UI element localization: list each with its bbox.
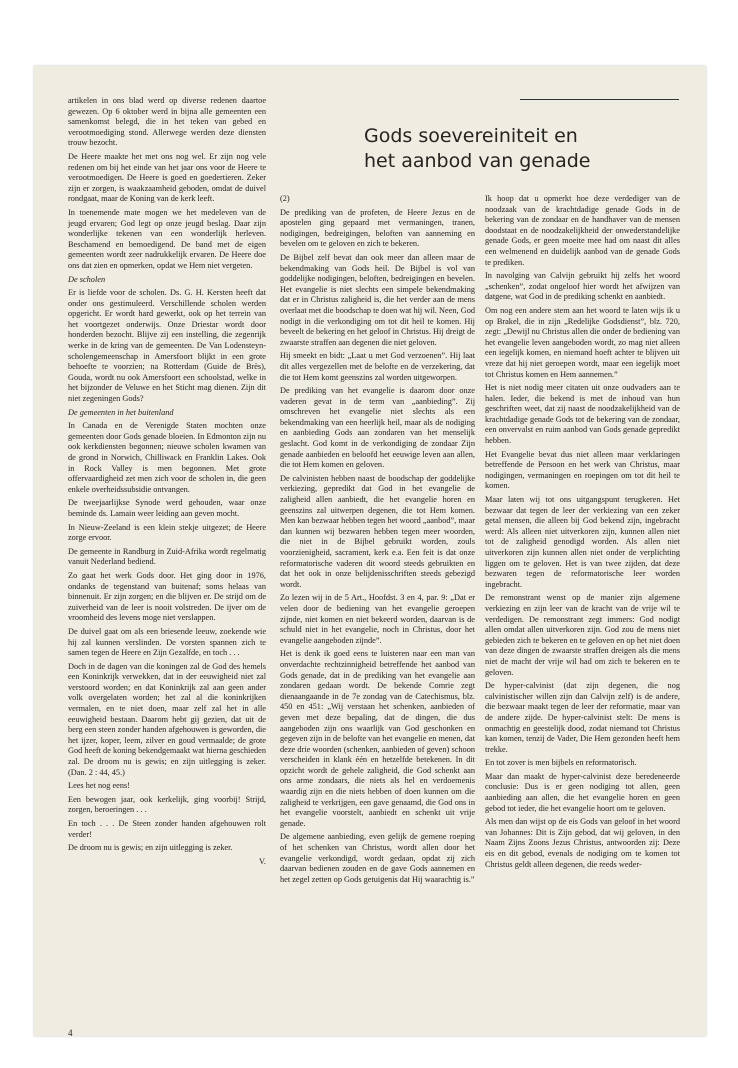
paragraph: Als men dan wijst op de eis Gods van geloof in het woord van Johannes: Dit is Zijn gebod, dat wij geloven, in den Naam Zijns Zoons Jezus Christus, antwoorden zij: Deze eis en dit gebod, evenals de nodiging om te komen tot Christus geldt alleen degenen, die reeds weder- [485, 817, 680, 869]
paragraph: Maar dan maakt de hyper-calvinist deze beredeneerde conclusie: Dus is er geen nodiging tot allen, geen aanbieding aan allen, die het evangelie horen en geen gebod tot ieder, die het evangelie hoort om te geloven. [485, 771, 680, 813]
paragraph: Een bewogen jaar, ook kerkelijk, ging voorbij! Strijd, zorgen, beroeringen . . . [68, 794, 266, 815]
section-heading: De gemeenten in het buitenland [68, 407, 174, 417]
paragraph: Ik hoop dat u opmerkt hoe deze verdediger van de noodzaak van de krachtdadige genade Gods in de bekering van de zondaar en de handhaver van de mensen doodstaat en de noodzakelijkheid der onwederstandelijke genade Gods, er geen moeite mee had om naast dit alles een welmenend en duidelijk aanbod van de genade Gods te prediken. [485, 194, 680, 267]
paragraph: En toch . . . De Steen zonder handen afgehouwen rolt verder! [68, 819, 266, 839]
paragraph: Het is denk ik goed eens te luisteren naar een man van onverdachte rechtzinnigheid betreffende het aanbod van Gods genade, dat in de prediking van het evangelie aan zondaren gedaan wordt. De bekende Comrie zegt dienaangaande in de 7e zondag van de Catechismus, blz. 450 en 451: „Wij verstaan het schenken, aanbieden of geven met deze bepaling, dat de dingen, die dus aangeboden zijn ons waarlijk van God geschonken en gegeven zijn in de belofte van het evangelie en menen, dat deze drie woorden (schenken, aanbieden of geven) schoon verscheiden in klank één en hetzelfde betekenen. In dit opzicht wordt de gehele zaligheid, die God schenkt aan ons arme zondaars, die niets als hel en verdoemenis waardig zijn en die niets hebben of doen kunnen om die zaligheid te verkrijgen, een gave genaamd, die God ons in het evangelie voorstelt, aanbiedt en schenkt uit vrije genade. [280, 649, 475, 828]
paragraph: De Bijbel zelf bevat dan ook meer dan alleen maar de bekendmaking van Gods heil. De Bijbel is vol van goddelijke nodigingen, beloften, bedreigingen en bevelen. Het evangelie is niet slechts een simpele bekendmaking dat er in Christus zaligheid is, die het verder aan de mens overlaat met die boodschap te doen wat hij wil. Neen, God nodigt in die verkondiging om tot dit heil te komen. Hij beveelt de bekering en het geloof in Christus. Hij dreigt de zwaarste straffen aan degenen die niet geloven. [280, 252, 475, 347]
column-middle [280, 194, 475, 888]
column-right [485, 194, 680, 873]
paragraph: Om nog een andere stem aan het woord te laten wijs ik u op Brakel, die in zijn „Redelijke Godsdienst”, blz. 720, zegt: „Dewijl nu Christus allen die onder de bediening van het evangelie leven aangeboden wordt, zo mag niet alleen een iegelijk komen, en niemand hoeft achter te blijven uit vreze dat hij niet geroepen wordt, maar een iegelijk moet tot Christus komen en Hem aannemen.” [485, 305, 680, 379]
paragraph: Hij smeekt en bidt: „Laat u met God verzoenen”. Hij laat dit alles vergezellen met de belofte en de verzekering, dat die tot Hem komt geenszins zal worden uitgeworpen. [280, 351, 475, 382]
paragraph: De hyper-calvinist (dat zijn degenen, die nog calvinistischer willen zijn dan Calvijn zelf) is de andere, die bezwaar maakt tegen de leer der reformatie, maar van de andere zijde. De hyper-calvinist stelt: De mens is onmachtig en geestelijk dood, zodat niemand tot Christus kan komen, tenzij de Vader, Die Hem gezonden heeft hem trekke. [485, 681, 680, 754]
paragraph: artikelen in ons blad werd op diverse redenen daartoe gewezen. Op 6 oktober werd in bijna alle gemeenten een samenkomst belegd, die in het teken van gebed en verootmoediging stond. Allerwege werden deze diensten trouw bezocht. [68, 96, 266, 148]
paragraph: Er is liefde voor de scholen. Ds. G. H. Kersten heeft dat onder ons gestimuleerd. Verschillende scholen werden opgericht. Er wordt hard gewerkt, ook op het terrein van het voortgezet onderwijs. Onze Driestar wordt door honderden bezocht. Blijve zij een instelling, die zegenrijk werke in de kring van de gemeenten. De Van Lodensteyn-scholengemeenschap in Amersfoort blijkt in een grote behoefte te voorzien; na Rotterdam (Guide de Brès), Gouda, wordt nu ook Amersfoort een schoolstad, welke in het bijzonder de Veluwe en het Sticht mag dienen. Zijn dit niet zegeningen Gods? [68, 288, 266, 404]
header-rule [520, 99, 679, 100]
paragraph: De tweejaarlijkse Synode werd gehouden, waar onze beminde ds. Lamain weer leiding aan geven mocht. [68, 498, 266, 518]
paragraph: In toenemende mate mogen we het medeleven van de jeugd ervaren; God legt op onze jeugd beslag. Daar zijn wonderlijke tekenen van een wonderlijk herleven. Beschamend en bemoedigend. De band met de eigen gemeenten wordt zeer nadrukkelijk ervaren. De Heere doe ons dat zien en opmerken, opdat we Hem niet vergeten. [68, 207, 266, 270]
paragraph: De prediking van het evangelie is daarom door onze vaderen gevat in de term van „aanbieding”. Zij omschreven het evangelie niet slechts als een bekendmaking van een heerlijk heil, maar als de nodiging en aanbieding Gods aan zondaren van het menselijk geslacht. God komt in de verkondiging de zondaar Zijn genade aanbieden en beloofd het eeuwige leven aan allen, die tot Hem komen en geloven. [280, 386, 475, 470]
document-page [34, 66, 706, 1036]
column-left [68, 96, 266, 867]
paragraph: In navolging van Calvijn gebruikt hij zelfs het woord „schenken”, zodat ongeloof hier wordt het afwijzen van datgene, wat God in de prediking schenkt en aanbiedt. [485, 271, 680, 302]
paragraph: De remonstrant wenst op de manier zijn algemene verkiezing en zijn leer van de kracht van de vrije wil te verdedigen. De remonstrant zegt immers: God nodigt allen omdat allen uitverkoren zijn. God zou de mens niet gebieden zich te bekeren en te geloven en op het niet doen van deze dingen de zwaarste straffen dreigen als die mens niet de macht der vrije wil had om zich te bekeren en te geloven. [485, 593, 680, 677]
paragraph: Maar laten wij tot ons uitgangspunt terugkeren. Het bezwaar dat tegen de leer der verkiezing van een zeker getal mensen, die alleen bij God bekend zijn, ingebracht werd: Als alleen niet uitverkoren zijn, kunnen allen niet tot de zaligheid genodigd worden. Als allen niet uitverkoren zijn kunnen allen niet onder de verplichting liggen om te geloven. Het is van twee zijden, dat deze bezwaren tegen de reformatorische leer worden ingebracht. [485, 495, 680, 589]
page-number: 4 [68, 1028, 73, 1036]
paragraph: De Heere maakte het met ons nog wel. Er zijn nog vele redenen om bij het einde van het jaar ons voor de Heere te verootmoedigen. De Heere is goed en goedertieren. Zeker zijn er zorgen, is waakzaamheid geboden, omdat de duivel rondgaat, maar de Koning van de kerk leeft. [68, 151, 266, 204]
section-heading: De scholen [68, 274, 106, 284]
paragraph: Zo lezen wij in de 5 Art., Hoofdst. 3 en 4, par. 9: „Dat er velen door de bediening van het evangelie geroepen zijnde, niet komen en niet bekeerd worden, daarvan is de schuld niet in het evangelie, noch in Christus, door het evangelie aangeboden zijnde”. [280, 593, 475, 645]
article-title [364, 124, 624, 174]
paragraph: In Nieuw-Zeeland is een klein stekje uitgezet; de Heere zorge ervoor. [68, 522, 266, 543]
paragraph: De gemeente in Randburg in Zuid-Afrika wordt regelmatig vanuit Nederland bediend. [68, 546, 266, 567]
paragraph: Lees het nog eens! [68, 781, 130, 791]
paragraph: De droom nu is gewis; en zijn uitlegging is zeker. [68, 843, 233, 853]
paragraph: De calvinisten hebben naast de boodschap der goddelijke verkiezing, gepredikt dat God in het evangelie de zaligheid allen aanbiedt, die het evangelie horen en geenszins zal uitwerpen degenen, die tot Hem komen. Men kan bezwaar hebben tegen het woord „aanbod”, maar dan kunnen wij bezwaren hebben tegen meer woorden, die niet in de Bijbel gebruikt worden, zouls voorzienigheid, sacrament, kerk e.a. Een feit is dat onze reformatorische vaderen dit woord steeds gebruikten en dat het ook in onze belijdenisschriften steeds gebezigd wordt. [280, 473, 475, 589]
paragraph: Het is niet nodig meer citaten uit onze oudvaders aan te halen. Ieder, die bekend is met de inhoud van hun geschriften weet, dat zij naast de noodzakelijkheid van de krachtdadige genade Gods tot de bekering van de zondaar, een onvervalst en ruim aanbod van Gods genade gepredikt hebben. [485, 383, 680, 446]
scripture-quote: Doch in de dagen van die koningen zal de God des hemels een Koninkrijk verwekken, dat in der eeuwigheid niet zal verstoord worden; en dat Koninkrijk zal aan geen ander volk overgelaten worden; het zal al die koninkrijken vermalen, en te niet doen, maar zelf zal het in alle eeuwigheid bestaan. Daarom hebt gij gezien, dat uit de berg een steen zonder handen afgehouwen is geworden, die het ijzer, koper, leem, zilver en goud vermaalde; de grote God heeft de koning bekendgemaakt wat hierna geschieden zal. De droom nu is gewis; en zijn uitlegging is zeker. (Dan. 2 : 44, 45.) [68, 661, 266, 777]
paragraph: In Canada en de Verenigde Staten mochten onze gemeenten door Gods genade bloeien. In Edmonton zijn nu ook kerkdiensten begonnen; nieuwe scholen kwamen van de grond in Norwich, Chilliwack en Franklin Lakes. Ook in Rock Valley is men begonnen. Met grote offervaardigheid zet men zich voor de scholen in, die geen enkele overheidssubsidie ontvangen. [68, 421, 266, 494]
paragraph: Zo gaat het werk Gods door. Het ging door in 1976, ondanks de tegenstand van buitenaf; soms helaas van binnenuit. Er zijn zorgen; en die blijven er. De strijd om de zuiverheid van de leer is nooit volstreden. De ijver om de vroomheid des levens moge niet verslappen. [68, 570, 266, 623]
section-number: (2) [280, 194, 290, 203]
paragraph: En tot zover is men bijbels en reformatorisch. [485, 758, 637, 768]
paragraph: De algemene aanbieding, even gelijk de gemene roeping of het schenken van Christus, wordt allen door het evangelie verkondigd, wordt gedaan, opdat zij zich daarvan bedienen zouden en de gave Gods aannemen en het zegel zetten op Gods getuigenis dat Hij waarachtig is.” [280, 832, 475, 884]
paragraph: Het Evangelie bevat dus niet alleen maar verklaringen betreffende de Persoon en het werk van Christus, maar nodigingen, vermaningen en roepingen om tot dit heil te komen. [485, 449, 680, 491]
title-line: het aanbod van genade [364, 150, 591, 172]
title-line: Gods soevereiniteit en [364, 125, 578, 147]
paragraph: De duivel gaat om als een briesende leeuw, zoekende wie hij zal kunnen verslinden. De vorsten spannen zich te samen tegen de Heere en Zijn Gezalfde, en toch . . . [68, 626, 266, 658]
paragraph: De prediking van de profeten, de Heere Jezus en de apostelen ging gepaard met vermaningen, tranen, nodigingen, bedreigingen, beloften van aanneming en bevelen om te geloven en zich te bekeren. [280, 207, 475, 249]
author-signature: V. [259, 856, 266, 866]
